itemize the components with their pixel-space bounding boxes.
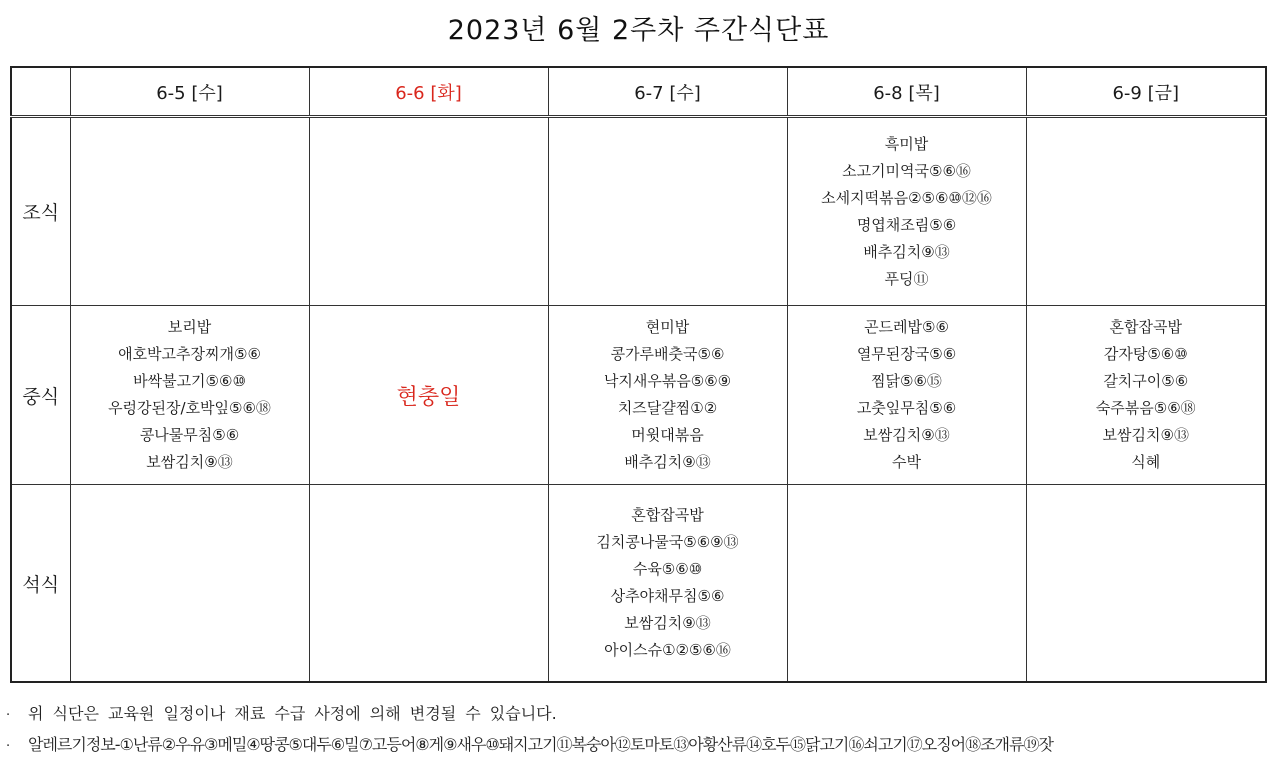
menu-item: 찜닭⑤⑥⑮: [871, 372, 942, 390]
menu-item: 명엽채조림⑤⑥: [856, 215, 957, 234]
menu-item: 식혜: [1131, 453, 1161, 471]
bullet-icon: ·: [6, 739, 10, 754]
menu-item: 보쌈김치⑨⑬: [1102, 426, 1189, 444]
menu-cell-dinner-tue: [309, 485, 548, 683]
menu-cell-breakfast-tue: [309, 117, 548, 306]
menu-item: 숙주볶음⑤⑥⑱: [1095, 399, 1196, 417]
menu-cell-breakfast-mon: [70, 117, 309, 306]
menu-cell-lunch-wed: [548, 306, 787, 485]
menu-item: 상추야채무침⑤⑥: [610, 587, 725, 605]
menu-item: 현미밥: [645, 318, 690, 336]
menu-cell-breakfast-wed: [548, 117, 787, 306]
dinner-row: [11, 485, 1266, 683]
menu-item: 갈치구이⑤⑥: [1103, 372, 1189, 390]
menu-item: 수박: [892, 453, 921, 471]
page-title: 2023년 6월 2주차 주간식단표: [447, 15, 830, 46]
menu-cell-lunch-thu: [787, 306, 1026, 485]
menu-cell-lunch-mon: [70, 306, 309, 485]
weekly-menu-table: [10, 66, 1267, 683]
menu-item: 고춧잎무침⑤⑥: [856, 399, 957, 417]
menu-cell-breakfast-thu: [787, 117, 1026, 306]
menu-item: 감자탕⑤⑥⑩: [1103, 345, 1188, 363]
meal-label-breakfast: 조식: [11, 117, 70, 306]
menu-cell-dinner-fri: [1026, 485, 1266, 683]
menu-cell-dinner-mon: [70, 485, 309, 683]
lunch-row: [11, 306, 1266, 485]
header-row: [11, 67, 1266, 117]
menu-item: 콩나물무침⑤⑥: [139, 426, 240, 444]
menu-cell-breakfast-fri: [1026, 117, 1266, 306]
breakfast-row: [11, 117, 1266, 306]
menu-item: 보리밥: [167, 318, 212, 336]
menu-item: 보쌈김치⑨⑬: [863, 426, 950, 444]
menu-item: 푸딩⑪: [884, 269, 929, 288]
menu-item: 소고기미역국⑤⑥⑯: [842, 161, 971, 180]
note-allergy-info: [6, 730, 1272, 761]
day-header-6-7: 6-7 [수]: [548, 67, 787, 117]
menu-item: 흑미밥: [884, 134, 929, 153]
menu-item: 머윗대볶음: [631, 426, 704, 444]
meal-label-dinner: 석식: [11, 485, 70, 683]
menu-item: 김치콩나물국⑤⑥⑨⑬: [596, 533, 739, 551]
menu-item: 보쌈김치⑨⑬: [146, 453, 233, 471]
bullet-icon: ·: [6, 708, 11, 723]
menu-item: 보쌈김치⑨⑬: [624, 614, 711, 632]
menu-item: 콩가루배춧국⑤⑥: [610, 345, 725, 363]
meal-label-lunch: 중식: [11, 306, 70, 485]
day-header-6-8: 6-8 [목]: [787, 67, 1026, 117]
menu-item: 바싹불고기⑤⑥⑩: [133, 372, 246, 390]
menu-item: 아이스슈①②⑤⑥⑯: [604, 641, 731, 659]
note-change-notice: [6, 699, 1272, 730]
menu-item: 곤드레밥⑤⑥: [864, 318, 949, 336]
footnotes: [6, 699, 1272, 761]
corner-cell: [11, 67, 70, 117]
menu-item: 혼합잡곡밥: [1109, 318, 1182, 336]
note-allergy-text: 알레르기정보-①난류②우유③메밀④땅콩⑤대두⑥밀⑦고등어⑧게⑨새우⑩돼지고기⑪복숭아⑫토마토⑬아황산류⑭호두⑮닭고기⑯쇠고기⑰오징어⑱조개류⑲잣: [28, 735, 1053, 754]
day-header-6-5: 6-5 [수]: [70, 67, 309, 117]
menu-cell-lunch-tue: [309, 306, 548, 485]
menu-cell-dinner-wed: [548, 485, 787, 683]
day-header-6-6: 6-6 [화]: [309, 67, 548, 117]
menu-item: 열무된장국⑤⑥: [856, 345, 957, 363]
menu-item: 낙지새우볶음⑤⑥⑨: [603, 372, 732, 390]
menu-item: 혼합잡곡밥: [631, 506, 704, 524]
menu-cell-dinner-thu: [787, 485, 1026, 683]
menu-item: 배추김치⑨⑬: [624, 453, 711, 471]
menu-item: 수육⑤⑥⑩: [632, 560, 703, 578]
note-change-text: 위 식단은 교육원 일정이나 재료 수급 사정에 의해 변경될 수 있습니다.: [28, 704, 557, 723]
menu-cell-lunch-fri: [1026, 306, 1266, 485]
menu-item: 배추김치⑨⑬: [863, 242, 950, 261]
menu-item: 우렁강된장/호박잎⑤⑥⑱: [108, 399, 271, 417]
menu-item: 애호박고추장찌개⑤⑥: [118, 345, 261, 363]
menu-item: 치즈달걀찜①②: [617, 399, 718, 417]
menu-item: 소세지떡볶음②⑤⑥⑩⑫⑯: [821, 188, 992, 207]
holiday-note: 현충일: [396, 384, 461, 410]
day-header-6-9: 6-9 [금]: [1026, 67, 1266, 117]
